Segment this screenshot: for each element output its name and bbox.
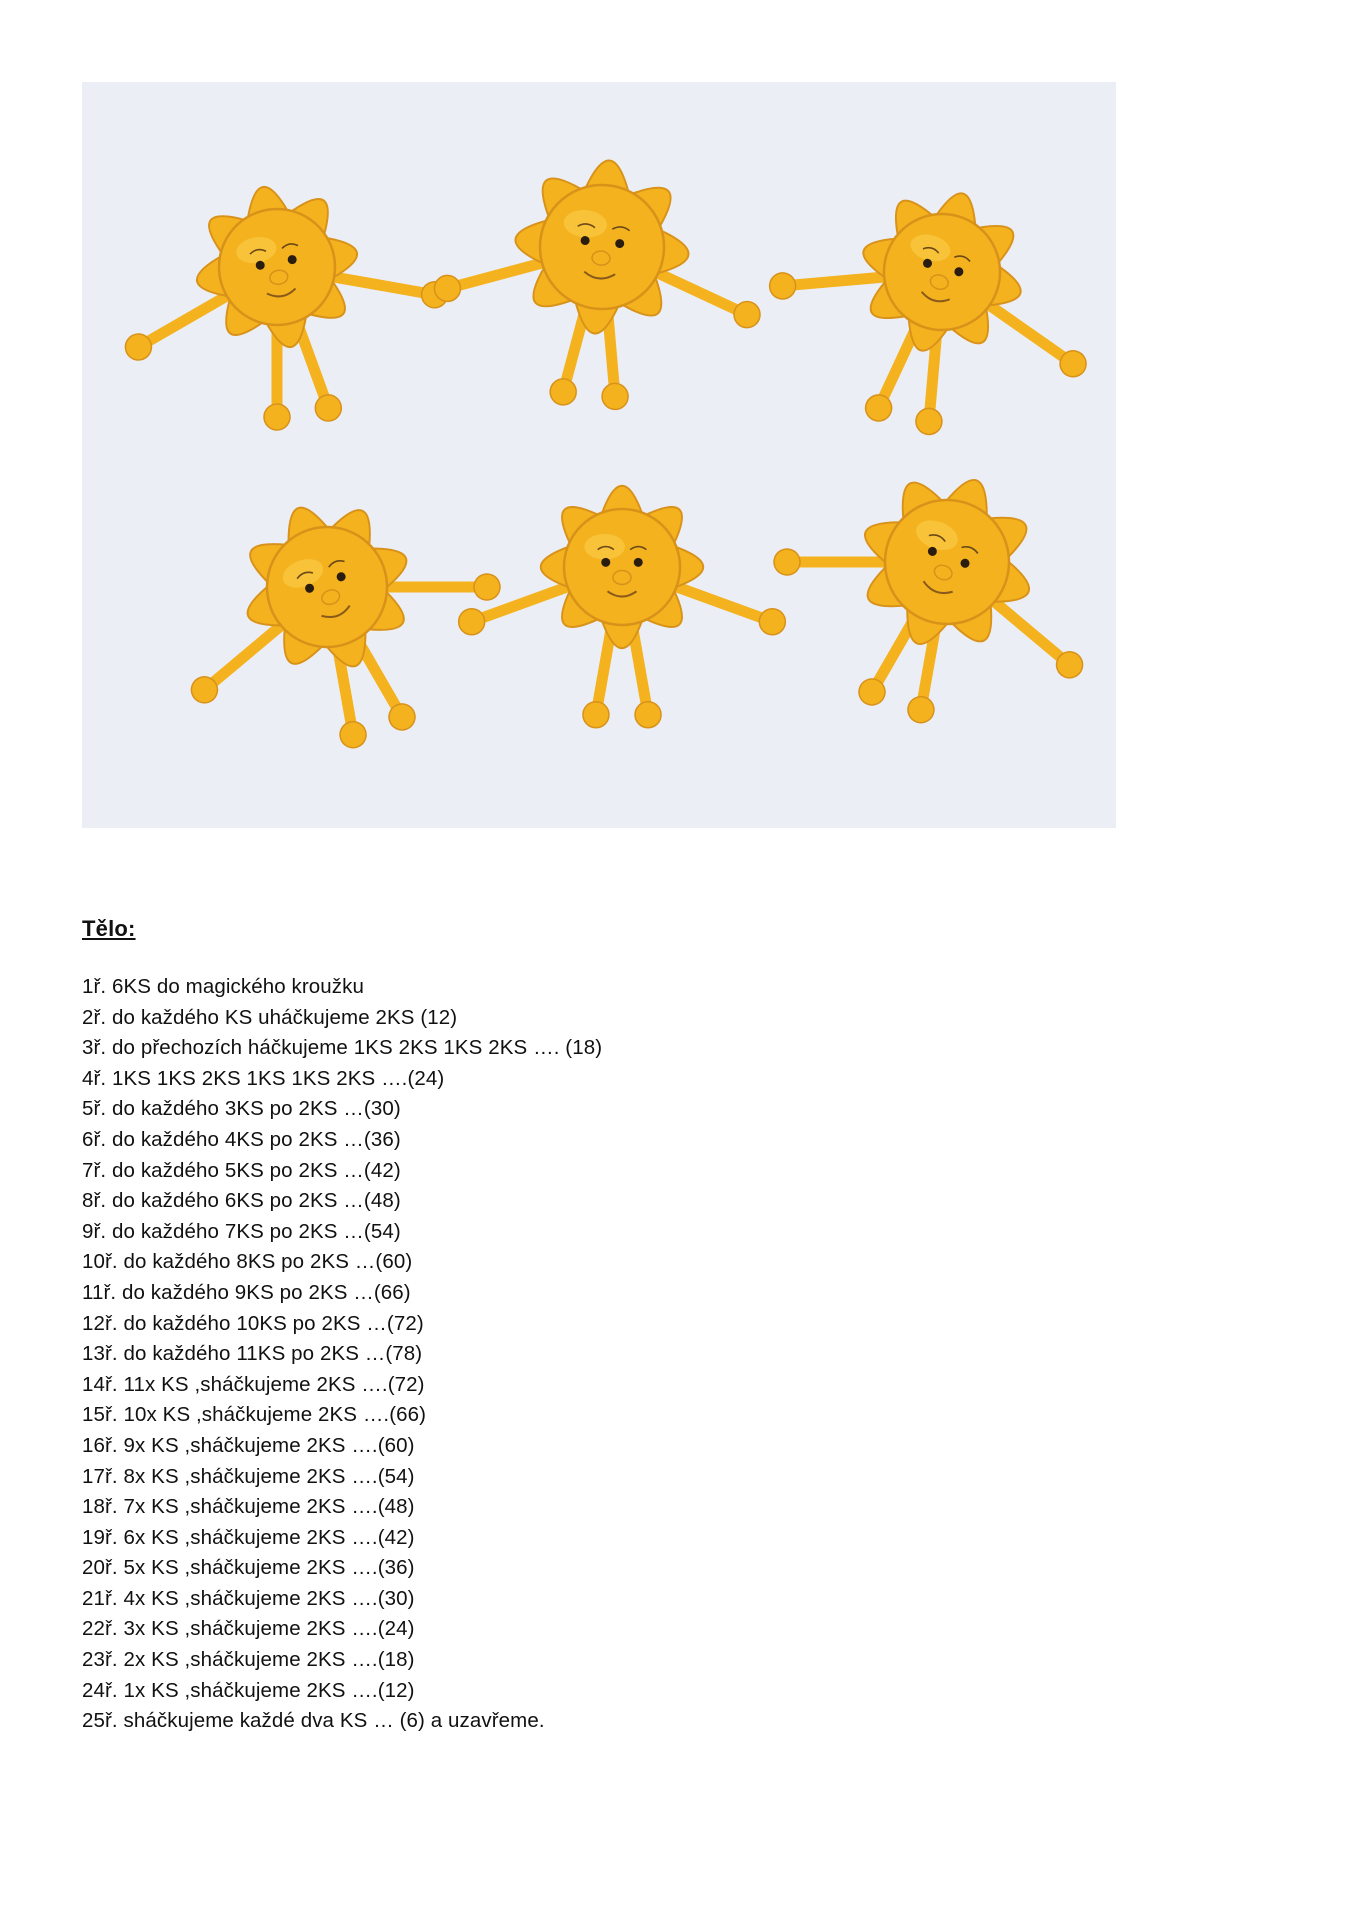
pattern-row: 11ř. do každého 9KS po 2KS …(66) xyxy=(82,1280,411,1304)
pattern-row: 3ř. do přechozích háčkujeme 1KS 2KS 1KS 2KS …. (18) xyxy=(82,1036,603,1060)
pattern-row: 1ř. 6KS do magického kroužku xyxy=(82,975,364,998)
pattern-row: 21ř. 4x KS ,sháčkujeme 2KS ….(30) xyxy=(82,1586,415,1610)
pattern-row: 9ř. do každého 7KS po 2KS …(54) xyxy=(82,1219,401,1243)
pattern-row: 14ř. 11x KS ,sháčkujeme 2KS ….(72) xyxy=(82,1372,425,1396)
crochet-suns-illustration xyxy=(82,82,1116,828)
pattern-row: 7ř. do každého 5KS po 2KS …(42) xyxy=(82,1158,401,1182)
pattern-row: 15ř. 10x KS ,sháčkujeme 2KS ….(66) xyxy=(82,1403,427,1427)
pattern-row: 25ř. sháčkujeme každé dva KS … (6) a uzavřeme. xyxy=(82,1709,545,1733)
pattern-row: 10ř. do každého 8KS po 2KS …(60) xyxy=(82,1250,413,1274)
pattern-row: 17ř. 8x KS ,sháčkujeme 2KS ….(54) xyxy=(82,1464,415,1488)
crochet-suns-photo xyxy=(82,82,1116,828)
pattern-row: 13ř. do každého 11KS po 2KS …(78) xyxy=(82,1342,423,1366)
pattern-row: 24ř. 1x KS ,sháčkujeme 2KS ….(12) xyxy=(82,1678,415,1702)
pattern-row: 2ř. do každého KS uháčkujeme 2KS (12) xyxy=(82,1005,458,1029)
pattern-row: 16ř. 9x KS ,sháčkujeme 2KS ….(60) xyxy=(82,1433,415,1457)
pattern-row: 12ř. do každého 10KS po 2KS …(72) xyxy=(82,1311,424,1335)
pattern-row: 23ř. 2x KS ,sháčkujeme 2KS ….(18) xyxy=(82,1648,415,1672)
pattern-row: 8ř. do každého 6KS po 2KS …(48) xyxy=(82,1189,401,1213)
pattern-row: 22ř. 3x KS ,sháčkujeme 2KS ….(24) xyxy=(82,1617,415,1641)
pattern-row: 4ř. 1KS 1KS 2KS 1KS 1KS 2KS ….(24) xyxy=(82,1066,445,1090)
pattern-row: 20ř. 5x KS ,sháčkujeme 2KS ….(36) xyxy=(82,1556,415,1580)
pattern-row: 5ř. do každého 3KS po 2KS …(30) xyxy=(82,1097,401,1121)
pattern-row: 18ř. 7x KS ,sháčkujeme 2KS ….(48) xyxy=(82,1495,415,1519)
section-heading: Tělo: xyxy=(82,916,136,941)
pattern-rows-list xyxy=(82,972,602,1737)
pattern-row: 19ř. 6x KS ,sháčkujeme 2KS ….(42) xyxy=(82,1525,415,1549)
pattern-row: 6ř. do každého 4KS po 2KS …(36) xyxy=(82,1127,401,1151)
